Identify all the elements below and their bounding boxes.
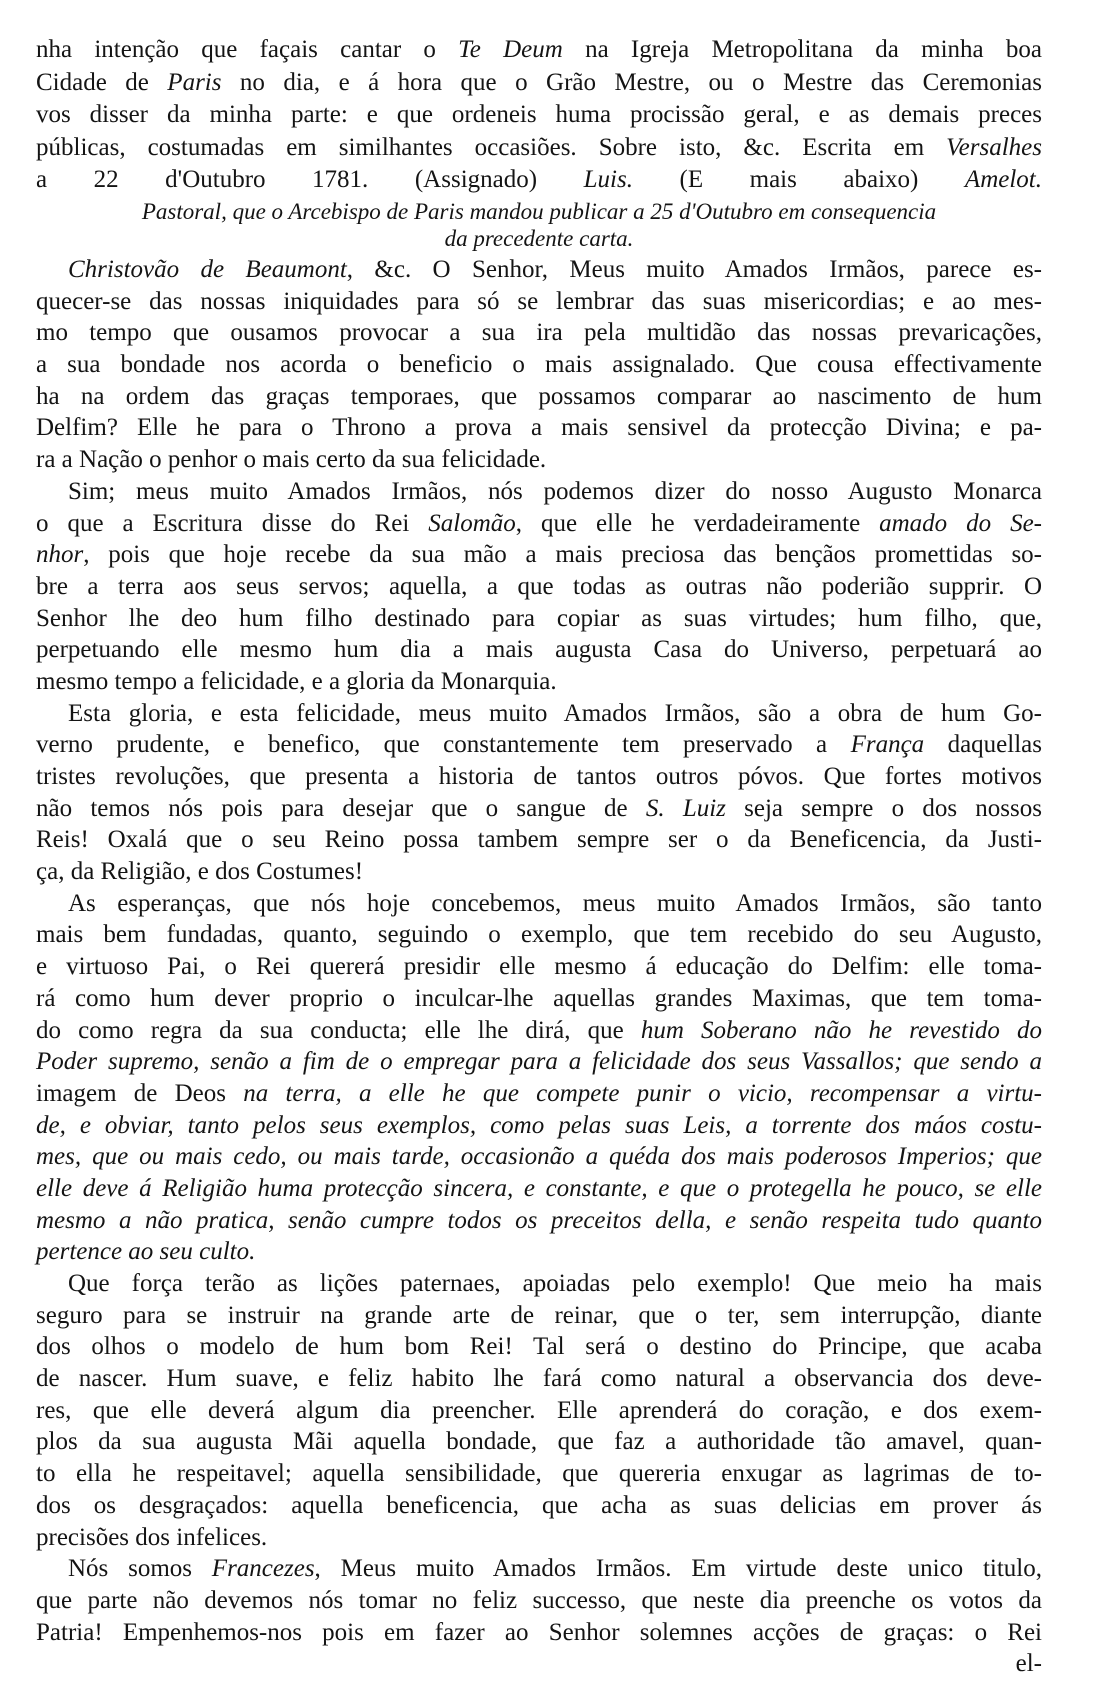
italic-text: Amelot. — [964, 166, 1042, 193]
text-line — [36, 1078, 1042, 1110]
italic-text: pertence ao seu culto. — [36, 1238, 256, 1266]
text: , que elle he verdadeiramente — [515, 509, 880, 537]
text: não temos nós pois para desejar que o sangue de — [36, 794, 646, 822]
text: bre a terra aos seus servos; aquella, a que todas as outras não poderião supprir. O — [36, 572, 1042, 600]
text: e virtuoso Pai, o Rei quererá presidir elle mesmo á educação do Delfim: elle toma- — [36, 953, 1042, 981]
text: Reis! Oxalá que o seu Reino possa tambem sempre ser o da Beneficencia, da Justi- — [36, 826, 1042, 854]
text-line — [36, 132, 1042, 165]
text: na Igreja Metropolitana da minha boa — [562, 36, 1042, 63]
text-line — [36, 286, 1042, 318]
text-line — [36, 824, 1042, 856]
text-line — [36, 1268, 1042, 1300]
text-line — [36, 1490, 1042, 1522]
text: a 22 d'Outubro 1781. (Assignado) — [36, 166, 584, 193]
italic-text: Versalhes — [946, 133, 1042, 161]
text: no dia, e á hora que o Grão Mestre, ou o Mestre das Ceremonias — [221, 68, 1042, 96]
text-line — [36, 508, 1042, 540]
text-line — [36, 698, 1042, 730]
italic-text: Francezes — [211, 1555, 315, 1583]
text: vos disser da minha parte: e que ordeneis huma procissão geral, e as demais preces — [36, 101, 1042, 128]
text-line — [36, 888, 1042, 920]
text-line — [36, 1522, 1042, 1554]
text: res, que elle deverá algum dia preencher. Elle aprenderá do coração, e dos exem- — [36, 1396, 1042, 1424]
text-line — [36, 1426, 1042, 1458]
italic-text: Luis. — [583, 166, 633, 193]
text-line — [36, 1141, 1042, 1173]
text-line — [36, 34, 1042, 67]
text: do como regra da sua conducta; elle lhe dirá, que — [36, 1016, 641, 1044]
italic-text: de, e obviar, tanto pelos seus exemplos, como pelas suas Leis, a torrente dos máos costu- — [36, 1111, 1042, 1139]
text-line — [36, 1553, 1042, 1585]
text: daquellas — [924, 731, 1042, 759]
text: Sim; meus muito Amados Irmãos, nós podemos dizer do nosso Augusto Monarca — [68, 477, 1042, 505]
text-line — [36, 198, 1042, 225]
text: , pois que hoje recebe da sua mão a mais preciosa das bençãos promettidas so- — [83, 541, 1042, 569]
text-line — [36, 1458, 1042, 1490]
italic-text: mesmo a não pratica, senão cumpre todos os preceitos della, e senão respeita tudo quanto — [36, 1206, 1042, 1234]
text: ra a Nação o penhor o mais certo da sua felicidade. — [36, 446, 547, 474]
text: Delfim? Elle he para o Throno a prova a mais sensivel da protecção Divina; e pa- — [36, 414, 1042, 442]
italic-text: hum Soberano não he revestido do — [640, 1016, 1043, 1044]
text: seguro para se instruir na grande arte de reinar, que o ter, sem interrupção, diante — [36, 1301, 1042, 1329]
text: de nascer. Hum suave, e feliz habito lhe fará como natural a observancia dos deve- — [36, 1365, 1042, 1393]
paragraph — [36, 888, 1042, 1268]
text-line — [36, 412, 1042, 444]
text-line — [36, 254, 1042, 286]
text-line — [36, 761, 1042, 793]
text: nha intenção que façais cantar o — [36, 36, 459, 63]
text-line — [36, 1585, 1042, 1617]
text: (E mais abaixo) — [632, 166, 965, 193]
text-line — [36, 856, 1042, 888]
text-line — [36, 349, 1042, 381]
text-line — [36, 919, 1042, 951]
text-line — [36, 539, 1042, 571]
text: quecer-se das nossas iniquidades para só se lembrar das suas misericordias; e ao mes- — [36, 287, 1042, 315]
text: seja sempre o dos nossos — [725, 794, 1042, 822]
text-line — [36, 1173, 1042, 1205]
italic-text: França — [850, 731, 925, 759]
text-line — [36, 793, 1042, 825]
paragraph — [36, 698, 1042, 888]
text: Esta gloria, e esta felicidade, meus muito Amados Irmãos, são a obra de hum Go- — [68, 699, 1042, 727]
text-line — [36, 164, 1042, 197]
italic-text: mes, que ou mais cedo, ou mais tarde, occasionão a quéda dos mais poderosos Imperios; que — [36, 1143, 1042, 1171]
italic-text: nhor — [36, 541, 84, 569]
text: , Meus muito Amados Irmãos. Em virtude deste unico titulo, — [314, 1555, 1043, 1583]
text: da precedente carta. — [444, 226, 634, 251]
text-line — [36, 476, 1042, 508]
text: o que a Escritura disse do Rei — [36, 509, 429, 537]
pastoral-body — [36, 254, 1042, 1648]
text-line — [36, 1331, 1042, 1363]
paragraph — [36, 1268, 1042, 1553]
text-line — [36, 225, 1042, 252]
text: verno prudente, e benefico, que constantemente tem preservado a — [36, 731, 851, 759]
text: Patria! Empenhemos-nos pois em fazer ao Senhor solemnes acções de graças: o Rei — [36, 1618, 1042, 1646]
italic-text: na terra, a elle he que compete punir o vicio, recompensar a virtu- — [243, 1079, 1042, 1107]
text-line — [36, 1046, 1042, 1078]
italic-text: amado do Se- — [879, 509, 1042, 537]
catchword: el- — [1015, 1650, 1042, 1677]
text-line — [36, 1617, 1042, 1649]
letter-closing — [36, 34, 1042, 197]
text: imagem de Deos — [36, 1079, 244, 1107]
italic-text: Salomão — [428, 509, 516, 537]
text: As esperanças, que nós hoje concebemos, meus muito Amados Irmãos, são tanto — [68, 889, 1042, 917]
text: , &c. O Senhor, Meus muito Amados Irmãos, parece es- — [346, 256, 1042, 283]
text: perpetuando elle mesmo hum dia a mais augusta Casa do Universo, perpetuará ao — [36, 636, 1042, 664]
text-line — [36, 571, 1042, 603]
text-line — [36, 99, 1042, 132]
paragraph — [36, 1553, 1042, 1648]
text: plos da sua augusta Mãi aquella bondade, que faz a authoridade tão amavel, quan- — [36, 1428, 1042, 1456]
italic-text: Te Deum — [458, 36, 563, 63]
text: mo tempo que ousamos provocar a sua ira pela multidão das nossas prevaricações, — [36, 319, 1042, 347]
text-line — [36, 1300, 1042, 1332]
text: que parte não devemos nós tomar no feliz successo, que neste dia preenche os votos da — [36, 1586, 1042, 1614]
text-line — [36, 603, 1042, 635]
italic-text: Paris — [167, 68, 222, 96]
text: Pastoral, que o Arcebispo de Paris mandou publicar a 25 d'Outubro em consequencia — [141, 199, 937, 224]
text-line — [36, 983, 1042, 1015]
text-line — [36, 1015, 1042, 1047]
text: dos os desgraçados: aquella beneficencia, que acha as suas delicias em prover ás — [36, 1491, 1042, 1519]
text: mesmo tempo a felicidade, e a gloria da Monarquia. — [36, 667, 557, 695]
italic-text: S. Luiz — [645, 794, 726, 822]
text: rá como hum dever proprio o inculcar-lhe aquellas grandes Maximas, que tem toma- — [36, 984, 1042, 1012]
text-line — [36, 666, 1042, 698]
paragraph — [36, 476, 1042, 698]
text: Que força terão as lições paternaes, apoiadas pelo exemplo! Que meio ha mais — [68, 1270, 1042, 1297]
text: ça, da Religião, e dos Costumes! — [36, 858, 364, 886]
text-line — [36, 444, 1042, 476]
text: precisões dos infelices. — [36, 1523, 268, 1551]
text-line — [36, 951, 1042, 983]
text-line — [36, 381, 1042, 413]
italic-text: Christovão de Beaumont — [68, 256, 347, 283]
text: Cidade de — [36, 68, 168, 96]
text: mais bem fundadas, quanto, seguindo o exemplo, que tem recebido do seu Augusto, — [36, 921, 1042, 949]
text: a sua bondade nos acorda o beneficio o mais assignalado. Que cousa effectivamente — [36, 351, 1042, 379]
italic-text: elle deve á Religião huma protecção sincera, e constante, e que o protegella he pouco, se elle — [36, 1174, 1042, 1202]
text-line — [36, 634, 1042, 666]
text-line — [36, 1395, 1042, 1427]
text: tristes revoluções, que presenta a historia de tantos outros póvos. Que fortes motivos — [36, 763, 1042, 790]
pastoral-heading — [36, 198, 1042, 252]
text: Nós somos — [68, 1555, 212, 1583]
italic-text: Poder supremo, senão a fim de o empregar para a felicidade dos seus Vassallos; que sendo a — [36, 1048, 1042, 1076]
text-line — [36, 317, 1042, 349]
text-line — [36, 1205, 1042, 1237]
text: to ella he respeitavel; aquella sensibilidade, que quereria enxugar as lagrimas de to- — [36, 1460, 1042, 1488]
paragraph — [36, 254, 1042, 476]
text-line — [36, 1363, 1042, 1395]
text: Senhor lhe deo hum filho destinado para copiar as suas virtudes; hum filho, que, — [36, 604, 1042, 632]
text-line — [36, 1236, 1042, 1268]
text: públicas, costumadas em similhantes occasiões. Sobre isto, &c. Escrita em — [36, 133, 947, 161]
text-line — [36, 67, 1042, 100]
text: dos olhos o modelo de hum bom Rei! Tal será o destino do Principe, que acaba — [36, 1333, 1042, 1361]
text-line — [36, 729, 1042, 761]
text-line — [36, 1110, 1042, 1142]
text: ha na ordem das graças temporaes, que possamos comparar ao nascimento de hum — [36, 382, 1042, 410]
